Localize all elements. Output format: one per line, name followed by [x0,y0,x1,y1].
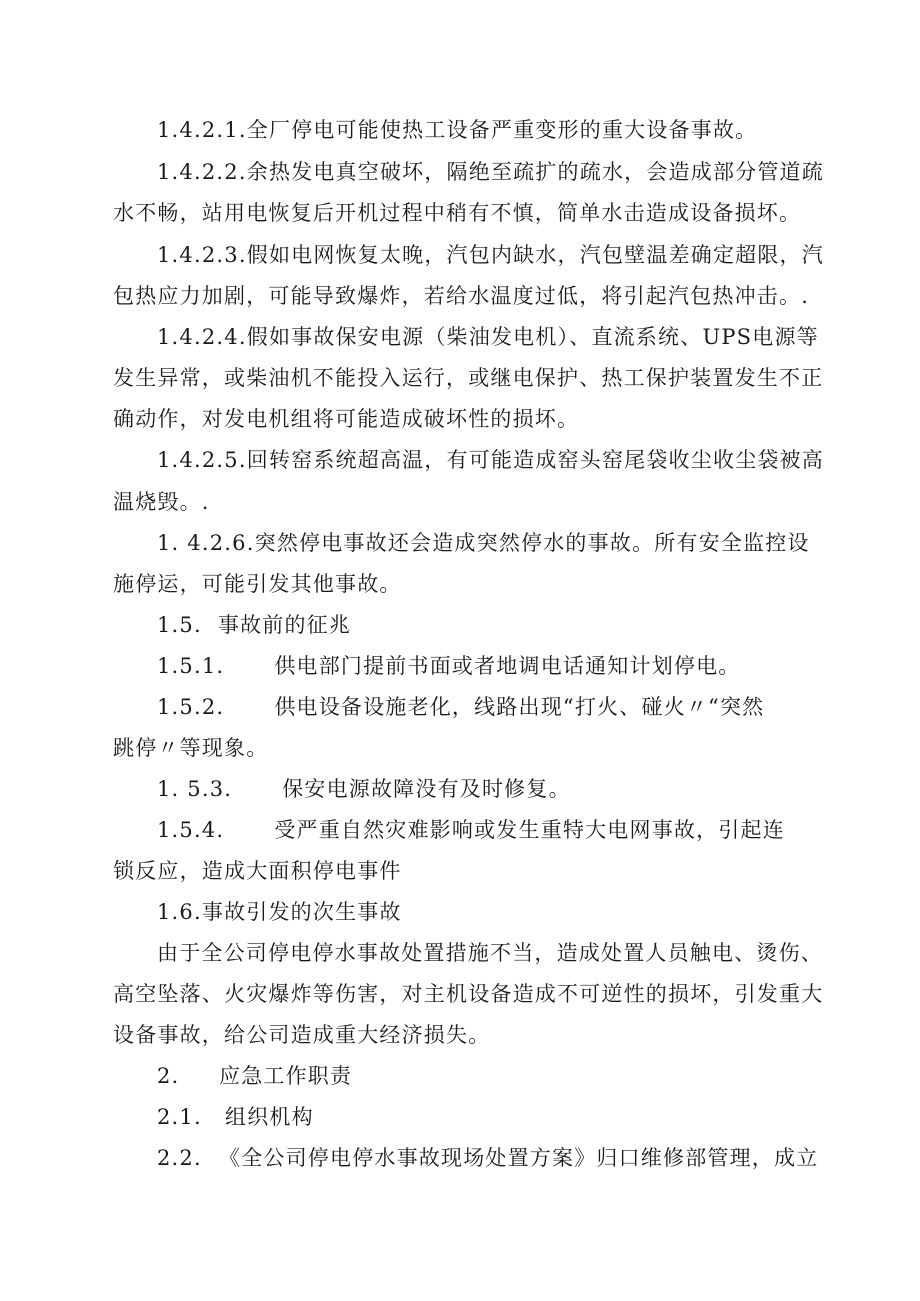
item-1-5-4-num: 1.5.4. [157,818,225,842]
para-1-4-2-4-line1: 1.4.2.4.假如事故保安电源（柴油发电机）、直流系统、UPS电源等 [157,325,819,349]
heading-1-5-text: 事故前的征兆 [217,613,352,637]
item-1-5-2-text: 供电设备设施老化，线路出现“打火、碰火〃“突然 [274,695,765,719]
item-2-2-text: 《全公司停电停水事故现场处置方案》归口维修部管理，成立 [219,1146,819,1170]
para-1-4-2-3-line2: 包热应力加剧，可能导致爆炸，若给水温度过低，将引起汽包热冲击。. [113,284,810,308]
item-2-2-num: 2.2. [157,1146,202,1170]
para-1-4-2-4-line3: 确动作，对发电机组将可能造成破坏性的损坏。 [113,407,580,431]
heading-2-1 [157,1103,314,1131]
item-1-5-3-text: 保安电源故障没有及时修复。 [282,777,571,801]
item-1-5-4-text: 受严重自然灾难影响或发生重特大电网事故，引起连 [274,818,785,842]
heading-1-6: 1.6.事故引发的次生事故 [157,900,402,924]
item-1-5-1 [157,652,741,680]
heading-2 [157,1062,352,1090]
heading-1-5 [157,611,351,639]
para-1-6-body-line3: 设备事故，给公司造成重大经济损失。 [113,1023,491,1047]
item-2-2 [157,1144,818,1172]
item-1-5-1-text: 供电部门提前书面或者地调电话通知计划停电。 [274,654,741,678]
para-1-4-2-2-line2: 水不畅，站用电恢复后开机过程中稍有不慎，简单水击造成设备损坏。 [113,201,802,225]
para-1-6-body-line2: 高空坠落、火灾爆炸等伤害，对主机设备造成不可逆性的损坏，引发重大 [113,982,824,1006]
heading-2-text: 应急工作职责 [219,1064,353,1088]
para-1-4-2-6-line2: 施停运，可能引发其他事故。 [113,572,402,596]
para-1-4-2-5-line1: 1.4.2.5.回转窑系统超高温，有可能造成窑头窑尾袋收尘收尘袋被高 [157,448,824,472]
item-1-5-2 [157,693,764,721]
item-1-5-4 [157,816,785,844]
heading-2-1-text: 组织机构 [225,1105,314,1129]
heading-2-num: 2. [157,1064,180,1088]
para-1-4-2-1-line1: 1.4.2.1.全厂停电可能使热工设备严重变形的重大设备事故。 [157,118,758,142]
item-1-5-3-num: 1. 5.3. [157,777,233,801]
item-1-5-2-line2: 跳停〃等现象。 [113,736,269,760]
item-1-5-1-num: 1.5.1. [157,654,225,678]
para-1-6-body-line1: 由于全公司停电停水事故处置措施不当，造成处置人员触电、烫伤、 [157,941,823,965]
para-1-4-2-2-line1: 1.4.2.2.余热发电真空破坏，隔绝至疏扩的疏水，会造成部分管道疏 [157,160,824,184]
para-1-4-2-4-line2: 发生异常，或柴油机不能投入运行，或继电保护、热工保护装置发生不正 [113,366,824,390]
item-1-5-2-num: 1.5.2. [157,695,225,719]
item-1-5-4-line2: 锁反应，造成大面积停电事件 [113,859,402,883]
para-1-4-2-5-line2: 温烧毁。. [113,490,210,514]
item-1-5-3 [157,775,571,803]
para-1-4-2-3-line1: 1.4.2.3.假如电网恢复太晚，汽包内缺水，汽包壁温差确定超限，汽 [157,243,824,267]
heading-1-5-num: 1.5. [157,613,202,637]
para-1-4-2-6-line1: 1. 4.2.6.突然停电事故还会造成突然停水的事故。所有安全监控设 [157,531,810,555]
heading-2-1-num: 2.1. [157,1105,202,1129]
